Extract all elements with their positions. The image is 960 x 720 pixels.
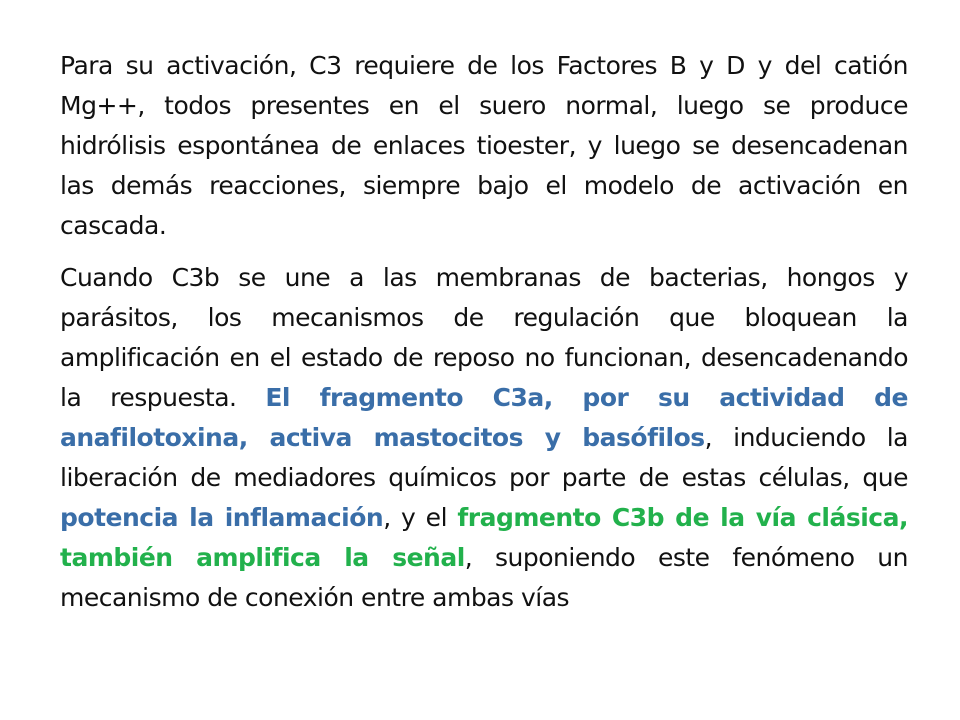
highlight-c3a-anafilotoxina: El fragmento C3a, por su actividad de anafilotoxina, activa mastocitos y basófilos bbox=[60, 383, 909, 452]
paragraph-c3b-membranes bbox=[60, 258, 908, 618]
paragraph2-text-3: , y el bbox=[383, 503, 458, 532]
paragraph2-text-1: Cuando C3b se une a las membranas de bacterias, hongos y parásitos, los mecanismos de regulación que bloquean la amplificación en el estado de reposo no funcionan, desencadenando la respuesta. bbox=[60, 263, 908, 412]
paragraph-c3-activation: Para su activación, C3 requiere de los Factores B y D y del catión Mg++, todos presentes en el suero normal, luego se produce hidrólisis espontánea de enlaces tioester, y luego se desencadenan las demás reacciones, siempre bajo el modelo de activación en cascada. bbox=[60, 51, 908, 240]
highlight-c3b-via-clasica: fragmento C3b de la vía clásica, también amplifica la señal bbox=[60, 503, 908, 572]
paragraph2-text-4: , suponiendo este fenómeno un mecanismo de conexión entre ambas vías bbox=[60, 543, 908, 612]
paragraph2-text-2: , induciendo la liberación de mediadores químicos por parte de estas células, que bbox=[60, 423, 908, 492]
highlight-potencia-inflamacion: potencia la inflamación bbox=[60, 503, 384, 532]
slide-content bbox=[60, 46, 908, 618]
